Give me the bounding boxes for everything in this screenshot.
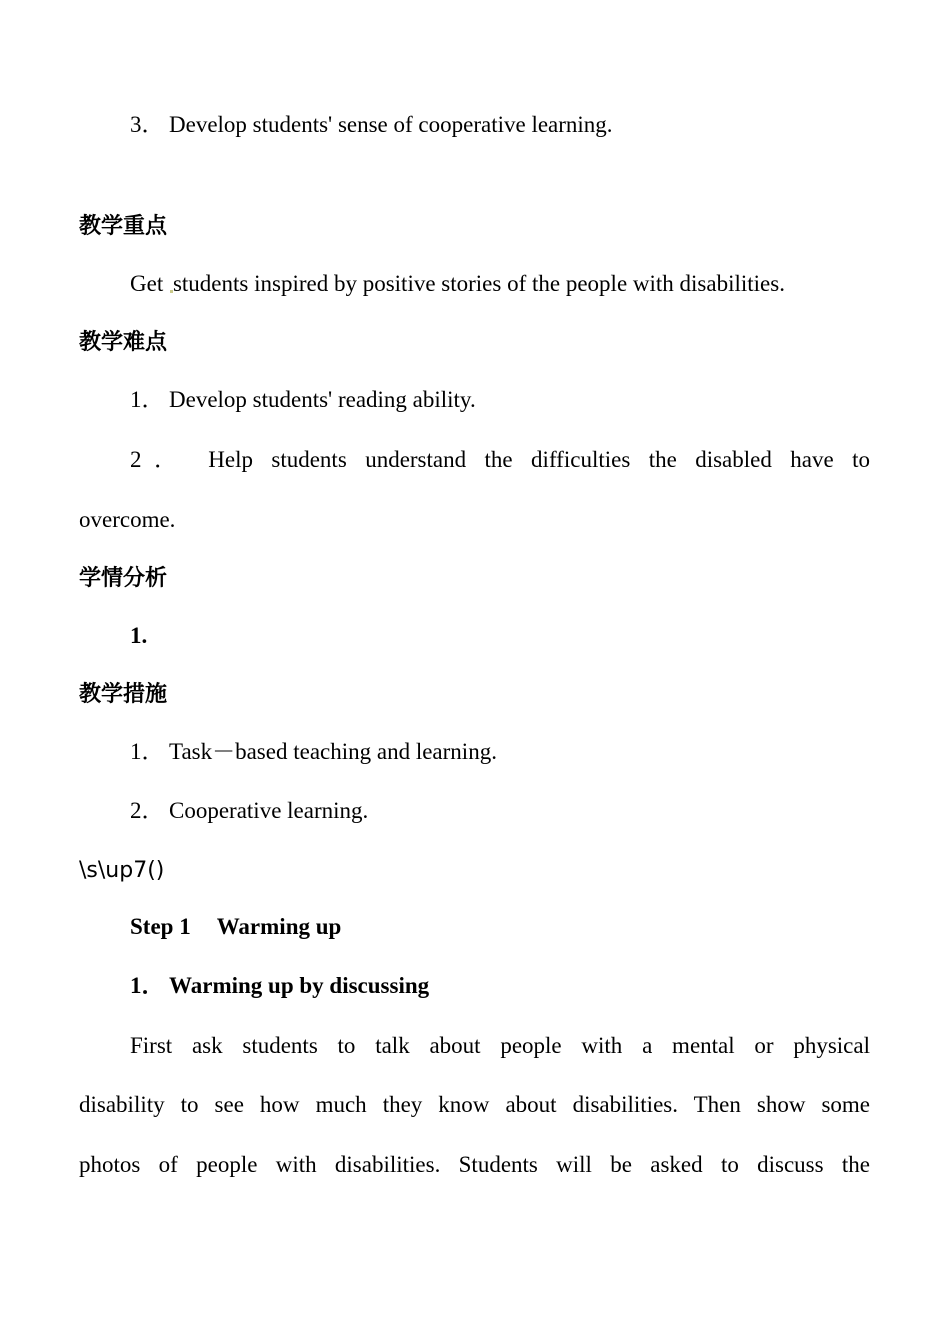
step-heading [130,912,870,942]
list-text: Cooperative learning. [169,798,369,823]
list-text: Develop students' sense of cooperative learning. [169,112,613,137]
list-number: 2． [130,798,165,823]
list-text: Task－based teaching and learning. [169,739,497,764]
difficulty-item-2-line-1: 2． Help students understand the difficulties the disabled have to [130,447,870,472]
objective-item-3 [130,110,870,140]
key-points-text: Get students inspired by positive stories of the people with disabilities. [130,271,785,296]
difficulty-item-1 [130,385,870,415]
paragraph-line-2: disability to see how much they know about disabilities. Then show some [79,1092,870,1117]
list-number: 1． [130,739,165,764]
list-number: 1． [130,973,165,998]
measure-item-1 [130,737,870,767]
step-label: Step 1 [130,914,191,939]
key-points-heading: 教学重点 [79,214,168,239]
list-text: Warming up by discussing [169,973,430,998]
difficulty-item-2-line-2: overcome. [79,507,176,532]
measures-heading: 教学措施 [79,682,168,707]
list-text: Develop students' reading ability. [169,387,476,412]
analysis-heading: 学情分析 [79,566,168,591]
list-number: 1． [130,387,165,412]
paragraph-line-1: First ask students to talk about people with a mental or physical [130,1033,870,1058]
difficulties-heading: 教学难点 [79,330,168,355]
paragraph-line-3: photos of people with disabilities. Students will be asked to discuss the [79,1152,870,1177]
sub-step-heading [130,971,870,1001]
measure-item-2 [130,796,870,826]
step-title: Warming up [216,914,342,939]
analysis-item-1: 1. [130,623,148,648]
list-number: 3． [130,112,165,137]
field-code-text: \s\up7() [79,858,165,883]
